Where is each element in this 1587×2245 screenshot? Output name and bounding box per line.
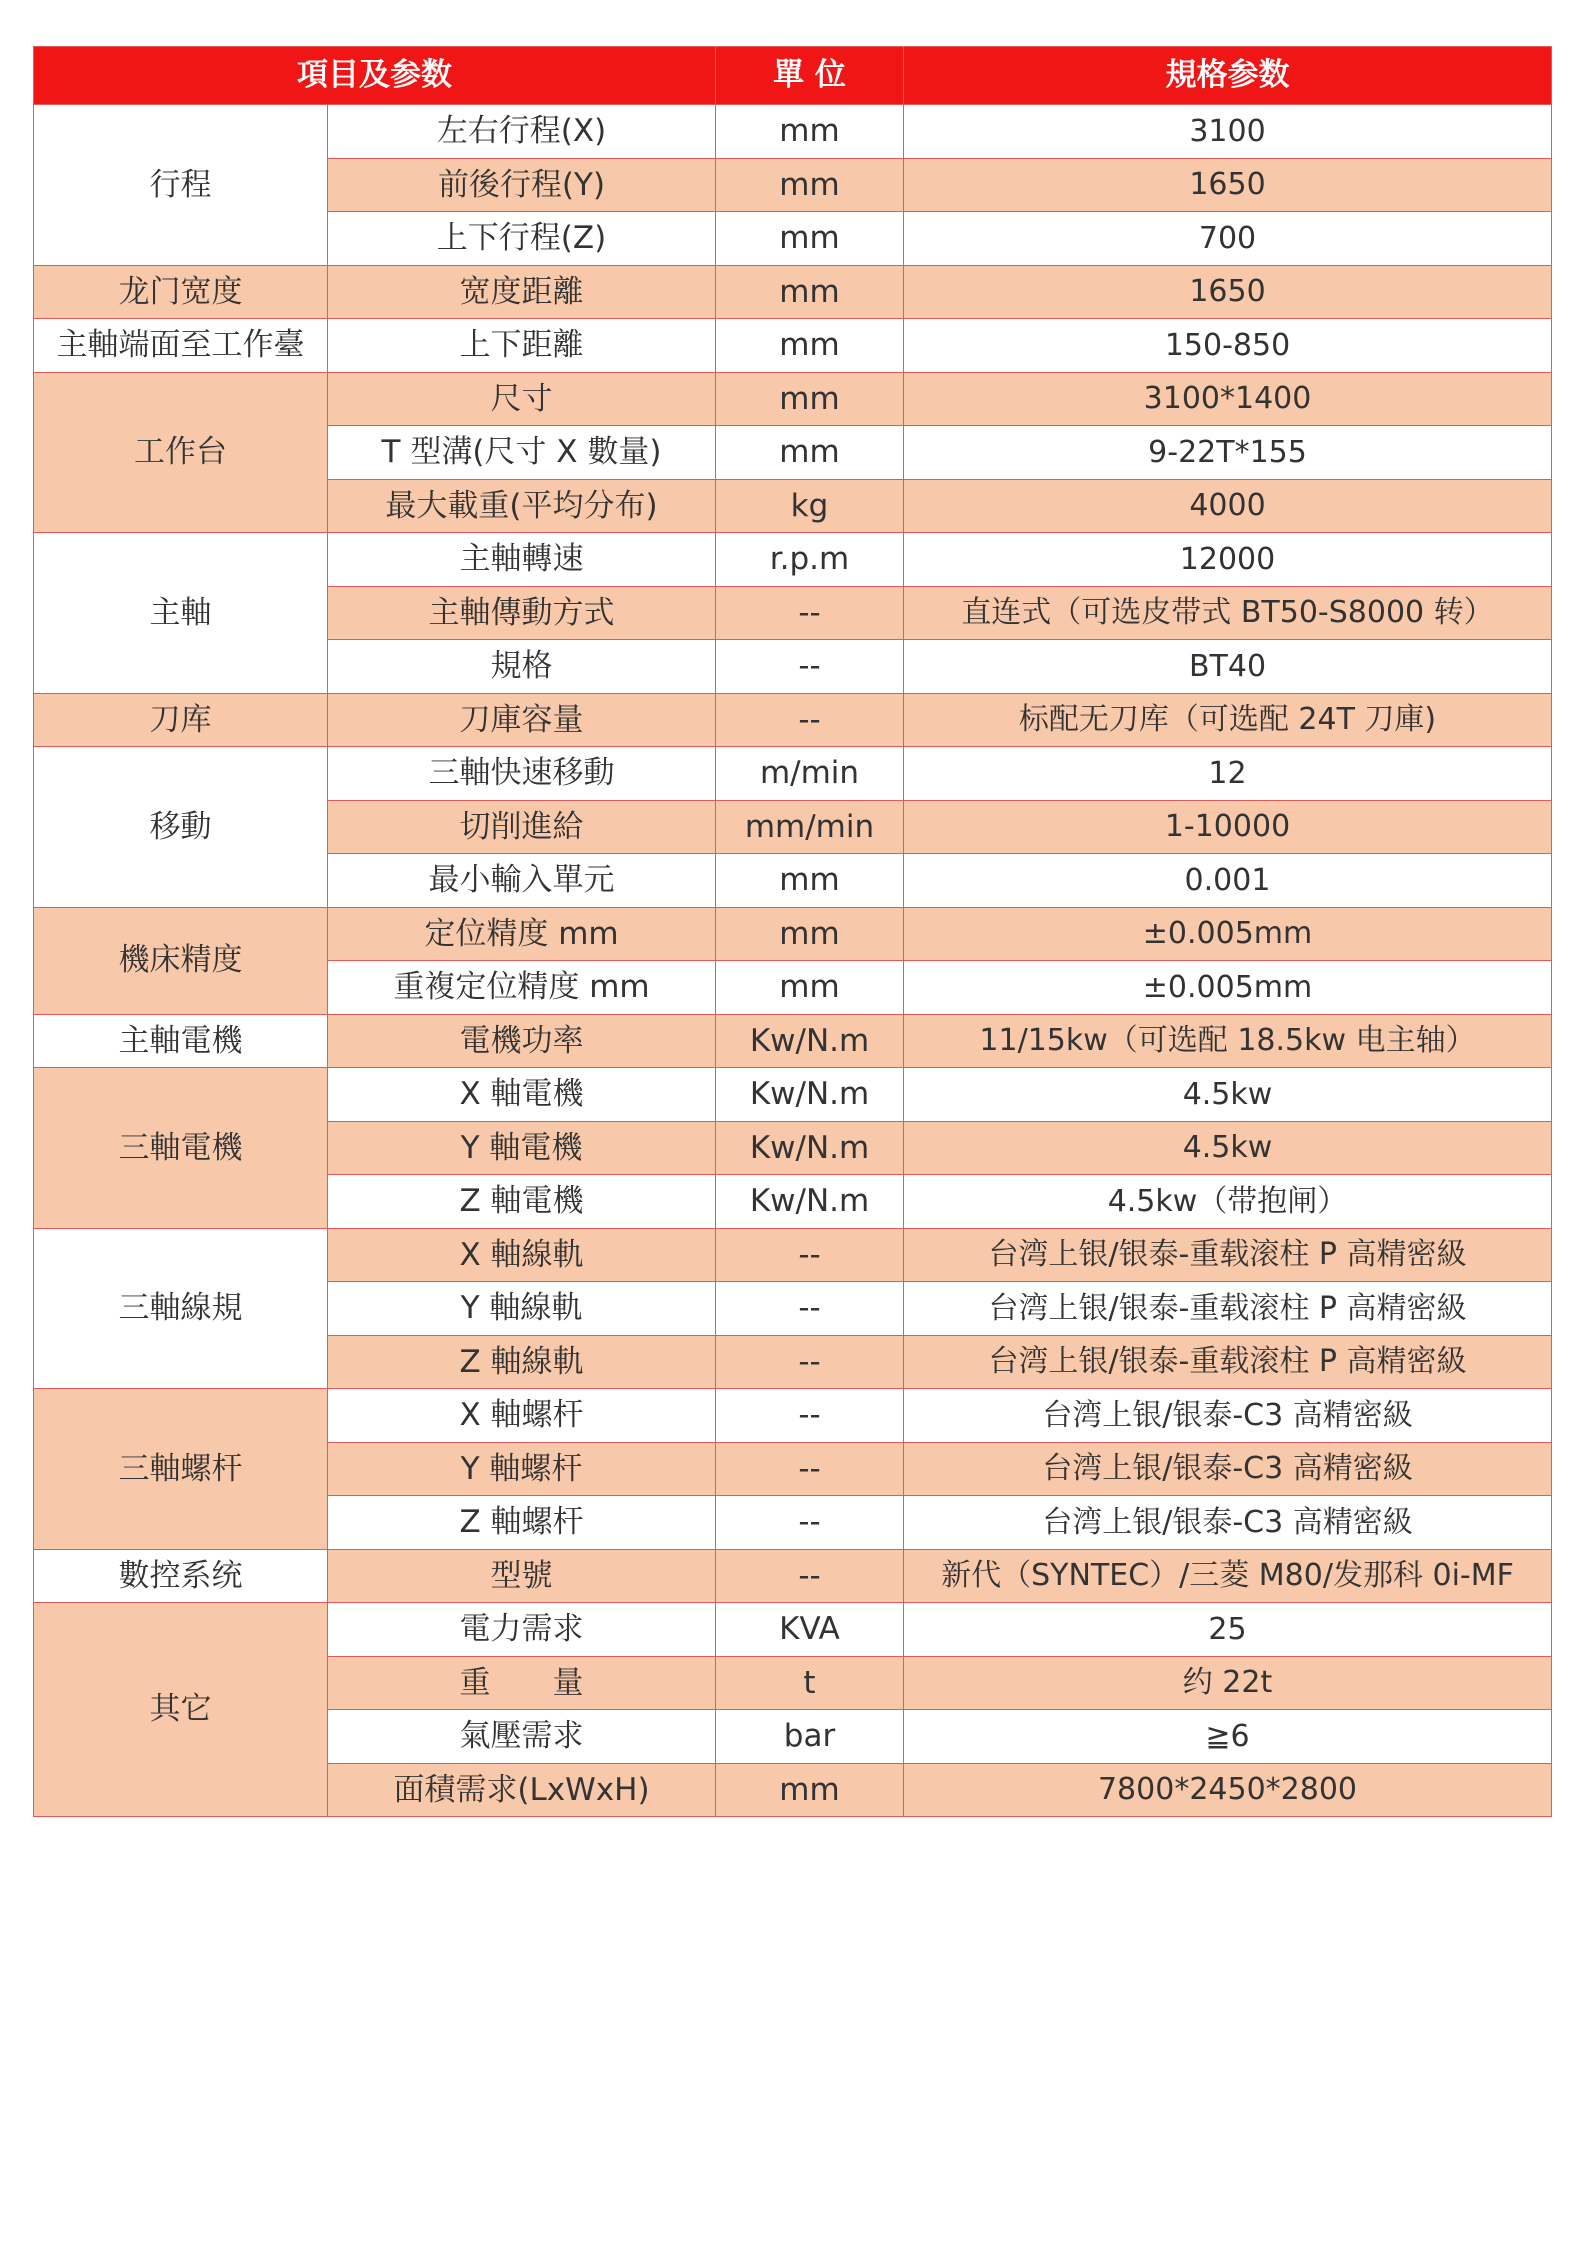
param-cell: Y 軸線軌 bbox=[328, 1282, 716, 1336]
param-cell: X 軸線軌 bbox=[328, 1228, 716, 1282]
unit-cell: r.p.m bbox=[716, 533, 904, 587]
unit-cell: -- bbox=[716, 693, 904, 747]
value-cell: ±0.005mm bbox=[904, 961, 1552, 1015]
value-cell: 1650 bbox=[904, 265, 1552, 319]
param-cell: 重 量 bbox=[328, 1656, 716, 1710]
unit-cell: -- bbox=[716, 1228, 904, 1282]
header-spec: 規格参数 bbox=[904, 47, 1552, 105]
unit-cell: -- bbox=[716, 1442, 904, 1496]
category-cell: 數控系统 bbox=[34, 1549, 328, 1603]
param-cell: 左右行程(X) bbox=[328, 105, 716, 159]
category-cell: 三軸線規 bbox=[34, 1228, 328, 1389]
unit-cell: t bbox=[716, 1656, 904, 1710]
param-cell: 規格 bbox=[328, 640, 716, 694]
table-row bbox=[34, 1549, 1552, 1603]
param-cell: 前後行程(Y) bbox=[328, 158, 716, 212]
category-cell: 刀库 bbox=[34, 693, 328, 747]
value-cell: 12000 bbox=[904, 533, 1552, 587]
param-cell: 刀庫容量 bbox=[328, 693, 716, 747]
header-item: 項目及参数 bbox=[34, 47, 716, 105]
unit-cell: mm bbox=[716, 1763, 904, 1817]
value-cell: 台湾上银/银泰-C3 高精密級 bbox=[904, 1496, 1552, 1550]
category-cell: 移動 bbox=[34, 747, 328, 908]
param-cell: 氣壓需求 bbox=[328, 1710, 716, 1764]
value-cell: 标配无刀库（可选配 24T 刀庫) bbox=[904, 693, 1552, 747]
value-cell: 约 22t bbox=[904, 1656, 1552, 1710]
param-cell: 上下行程(Z) bbox=[328, 212, 716, 266]
table-row bbox=[34, 105, 1552, 159]
category-cell: 三軸電機 bbox=[34, 1068, 328, 1229]
param-cell: Z 軸線軌 bbox=[328, 1335, 716, 1389]
value-cell: 1650 bbox=[904, 158, 1552, 212]
param-cell: 型號 bbox=[328, 1549, 716, 1603]
category-cell: 三軸螺杆 bbox=[34, 1389, 328, 1550]
category-cell: 工作台 bbox=[34, 372, 328, 533]
unit-cell: -- bbox=[716, 1335, 904, 1389]
value-cell: 台湾上银/银泰-C3 高精密級 bbox=[904, 1442, 1552, 1496]
unit-cell: mm bbox=[716, 907, 904, 961]
param-cell: 電力需求 bbox=[328, 1603, 716, 1657]
value-cell: 直连式（可选皮带式 BT50-S8000 转） bbox=[904, 586, 1552, 640]
unit-cell: Kw/N.m bbox=[716, 1175, 904, 1229]
unit-cell: mm bbox=[716, 426, 904, 480]
table-row bbox=[34, 907, 1552, 961]
unit-cell: mm bbox=[716, 319, 904, 373]
param-cell: Z 軸螺杆 bbox=[328, 1496, 716, 1550]
unit-cell: KVA bbox=[716, 1603, 904, 1657]
unit-cell: bar bbox=[716, 1710, 904, 1764]
param-cell: T 型溝(尺寸 X 數量) bbox=[328, 426, 716, 480]
table-row bbox=[34, 1389, 1552, 1443]
unit-cell: -- bbox=[716, 1282, 904, 1336]
unit-cell: -- bbox=[716, 1549, 904, 1603]
table-row bbox=[34, 1603, 1552, 1657]
param-cell: 上下距離 bbox=[328, 319, 716, 373]
unit-cell: -- bbox=[716, 640, 904, 694]
value-cell: 4.5kw（带抱闸） bbox=[904, 1175, 1552, 1229]
header-unit: 單 位 bbox=[716, 47, 904, 105]
param-cell: X 軸螺杆 bbox=[328, 1389, 716, 1443]
spec-table bbox=[33, 46, 1552, 1817]
unit-cell: Kw/N.m bbox=[716, 1068, 904, 1122]
value-cell: 0.001 bbox=[904, 854, 1552, 908]
table-row bbox=[34, 533, 1552, 587]
table-row bbox=[34, 319, 1552, 373]
category-cell: 機床精度 bbox=[34, 907, 328, 1014]
param-cell: 重複定位精度 mm bbox=[328, 961, 716, 1015]
table-row bbox=[34, 693, 1552, 747]
value-cell: 12 bbox=[904, 747, 1552, 801]
value-cell: 150-850 bbox=[904, 319, 1552, 373]
unit-cell: mm bbox=[716, 212, 904, 266]
param-cell: 主軸轉速 bbox=[328, 533, 716, 587]
param-cell: 宽度距離 bbox=[328, 265, 716, 319]
value-cell: 7800*2450*2800 bbox=[904, 1763, 1552, 1817]
value-cell: 台湾上银/银泰-重载滚柱 P 高精密級 bbox=[904, 1282, 1552, 1336]
param-cell: 定位精度 mm bbox=[328, 907, 716, 961]
value-cell: 新代（SYNTEC）/三菱 M80/发那科 0i-MF bbox=[904, 1549, 1552, 1603]
value-cell: 25 bbox=[904, 1603, 1552, 1657]
unit-cell: mm bbox=[716, 961, 904, 1015]
value-cell: 1-10000 bbox=[904, 800, 1552, 854]
category-cell: 龙门宽度 bbox=[34, 265, 328, 319]
value-cell: 9-22T*155 bbox=[904, 426, 1552, 480]
param-cell: 電機功率 bbox=[328, 1014, 716, 1068]
unit-cell: kg bbox=[716, 479, 904, 533]
value-cell: 4.5kw bbox=[904, 1068, 1552, 1122]
unit-cell: mm bbox=[716, 372, 904, 426]
unit-cell: -- bbox=[716, 1389, 904, 1443]
unit-cell: Kw/N.m bbox=[716, 1014, 904, 1068]
value-cell: 台湾上银/银泰-C3 高精密級 bbox=[904, 1389, 1552, 1443]
param-cell: 三軸快速移動 bbox=[328, 747, 716, 801]
value-cell: 700 bbox=[904, 212, 1552, 266]
unit-cell: m/min bbox=[716, 747, 904, 801]
category-cell: 主軸端面至工作臺 bbox=[34, 319, 328, 373]
unit-cell: mm bbox=[716, 105, 904, 159]
unit-cell: mm bbox=[716, 158, 904, 212]
param-cell: 最小輸入單元 bbox=[328, 854, 716, 908]
unit-cell: -- bbox=[716, 1496, 904, 1550]
param-cell: 主軸傳動方式 bbox=[328, 586, 716, 640]
unit-cell: Kw/N.m bbox=[716, 1121, 904, 1175]
param-cell: 尺寸 bbox=[328, 372, 716, 426]
value-cell: 3100*1400 bbox=[904, 372, 1552, 426]
unit-cell: mm bbox=[716, 265, 904, 319]
table-body bbox=[34, 105, 1552, 1817]
param-cell: 最大載重(平均分布) bbox=[328, 479, 716, 533]
unit-cell: -- bbox=[716, 586, 904, 640]
unit-cell: mm bbox=[716, 854, 904, 908]
table-row bbox=[34, 372, 1552, 426]
category-cell: 主軸 bbox=[34, 533, 328, 694]
category-cell: 行程 bbox=[34, 105, 328, 266]
category-cell: 其它 bbox=[34, 1603, 328, 1817]
param-cell: 切削進給 bbox=[328, 800, 716, 854]
header-row bbox=[34, 47, 1552, 105]
value-cell: BT40 bbox=[904, 640, 1552, 694]
category-cell: 主軸電機 bbox=[34, 1014, 328, 1068]
table-row bbox=[34, 1068, 1552, 1122]
value-cell: 4.5kw bbox=[904, 1121, 1552, 1175]
param-cell: 面積需求(LxWxH) bbox=[328, 1763, 716, 1817]
table-row bbox=[34, 1014, 1552, 1068]
param-cell: Z 軸電機 bbox=[328, 1175, 716, 1229]
table-row bbox=[34, 1228, 1552, 1282]
value-cell: ±0.005mm bbox=[904, 907, 1552, 961]
param-cell: Y 軸螺杆 bbox=[328, 1442, 716, 1496]
table-row bbox=[34, 265, 1552, 319]
value-cell: ≧6 bbox=[904, 1710, 1552, 1764]
param-cell: Y 軸電機 bbox=[328, 1121, 716, 1175]
table-row bbox=[34, 747, 1552, 801]
table-header bbox=[34, 47, 1552, 105]
unit-cell: mm/min bbox=[716, 800, 904, 854]
value-cell: 4000 bbox=[904, 479, 1552, 533]
value-cell: 11/15kw（可选配 18.5kw 电主轴） bbox=[904, 1014, 1552, 1068]
value-cell: 3100 bbox=[904, 105, 1552, 159]
param-cell: X 軸電機 bbox=[328, 1068, 716, 1122]
value-cell: 台湾上银/银泰-重载滚柱 P 高精密級 bbox=[904, 1335, 1552, 1389]
value-cell: 台湾上银/银泰-重载滚柱 P 高精密級 bbox=[904, 1228, 1552, 1282]
